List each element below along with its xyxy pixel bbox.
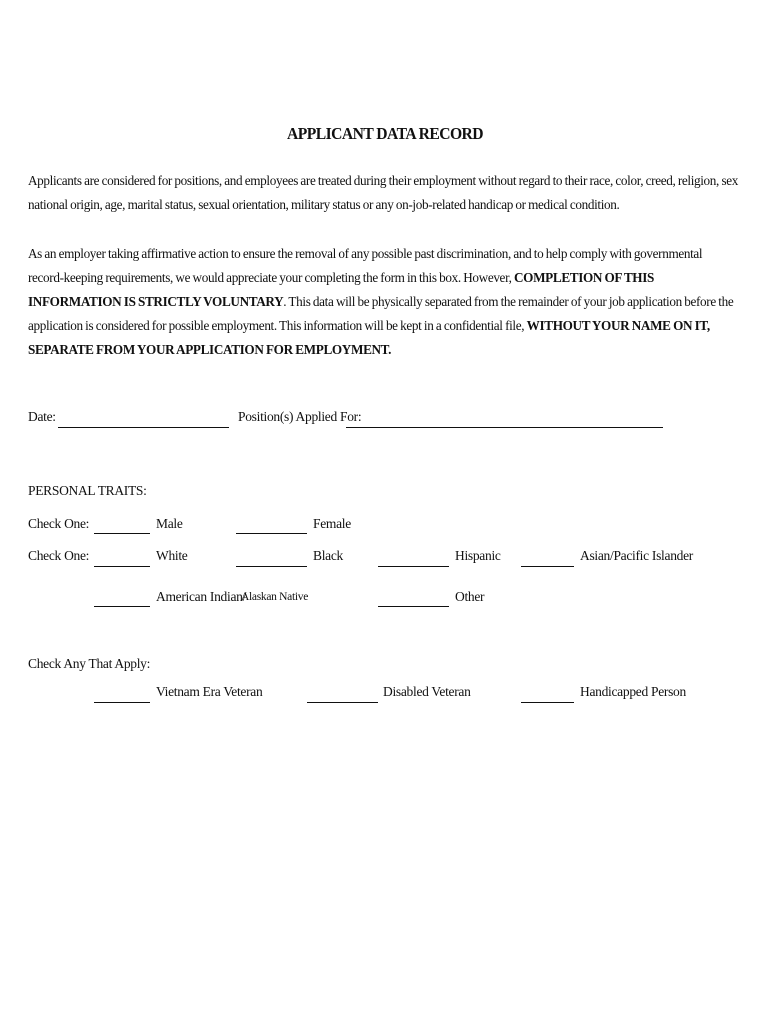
disabled-veteran-label: Disabled Veteran	[383, 684, 471, 699]
black-label: Black	[313, 548, 343, 563]
handicapped-person-checkbox-line[interactable]	[521, 702, 574, 703]
asian-pacific-checkbox-line[interactable]	[521, 566, 574, 567]
other-label: Other	[455, 589, 485, 604]
disabled-veteran-checkbox-line[interactable]	[307, 702, 378, 703]
positions-field[interactable]	[346, 427, 663, 428]
personal-traits-heading: PERSONAL TRAITS:	[28, 483, 147, 498]
vietnam-veteran-label: Vietnam Era Veteran	[156, 684, 263, 699]
vietnam-veteran-checkbox-line[interactable]	[94, 702, 150, 703]
confidential-notice: WITHOUT YOUR NAME ON IT, SEPARATE FROM YOUR APPLICATION FOR EMPLOYMENT.	[28, 318, 710, 357]
white-label: White	[156, 548, 188, 563]
american-indian-label: American Indian/	[156, 589, 247, 604]
hispanic-checkbox-line[interactable]	[378, 566, 449, 567]
black-checkbox-line[interactable]	[236, 566, 307, 567]
intro-p2-text-a: As an employer taking affirmative action to ensure the removal of any possible past discrimination, and to help comply with governmental record-keeping requirements, we would appreciate your completing the form in this box. However,	[28, 246, 703, 285]
american-indian-checkbox-line[interactable]	[94, 606, 150, 607]
date-label: Date:	[28, 409, 56, 424]
voluntary-notice: COMPLETION OF THIS INFORMATION IS STRICTLY VOLUNTARY	[28, 270, 654, 309]
handicapped-person-label: Handicapped Person	[580, 684, 686, 699]
check-one-gender-label: Check One:	[28, 516, 90, 531]
alaskan-native-label: Alaskan Native	[241, 591, 309, 603]
date-field[interactable]	[58, 427, 229, 428]
other-checkbox-line[interactable]	[378, 606, 449, 607]
hispanic-label: Hispanic	[455, 548, 501, 563]
page-title: APPLICANT DATA RECORD	[286, 124, 484, 143]
female-checkbox-line[interactable]	[236, 533, 307, 534]
male-checkbox-line[interactable]	[94, 533, 150, 534]
check-any-heading: Check Any That Apply:	[28, 656, 151, 671]
intro-paragraph-2	[28, 242, 740, 362]
asian-pacific-label: Asian/Pacific Islander	[580, 548, 693, 563]
check-one-race-label: Check One:	[28, 548, 90, 563]
intro-paragraph-1: Applicants are considered for positions, and employees are treated during their employment without regard to their race, color, creed, religion, sex national origin, age, marital status, sexual orientation, military status or any on-job-related handicap or medical condition.	[28, 173, 738, 212]
positions-label: Position(s) Applied For:	[238, 409, 362, 424]
intro-p2-text-b: . This data will be physically separated from the remainder of your job application before the application is considered for possible employment. This information will be kept in a confidential file,	[28, 294, 734, 333]
white-checkbox-line[interactable]	[94, 566, 150, 567]
male-label: Male	[156, 516, 183, 531]
female-label: Female	[313, 516, 351, 531]
